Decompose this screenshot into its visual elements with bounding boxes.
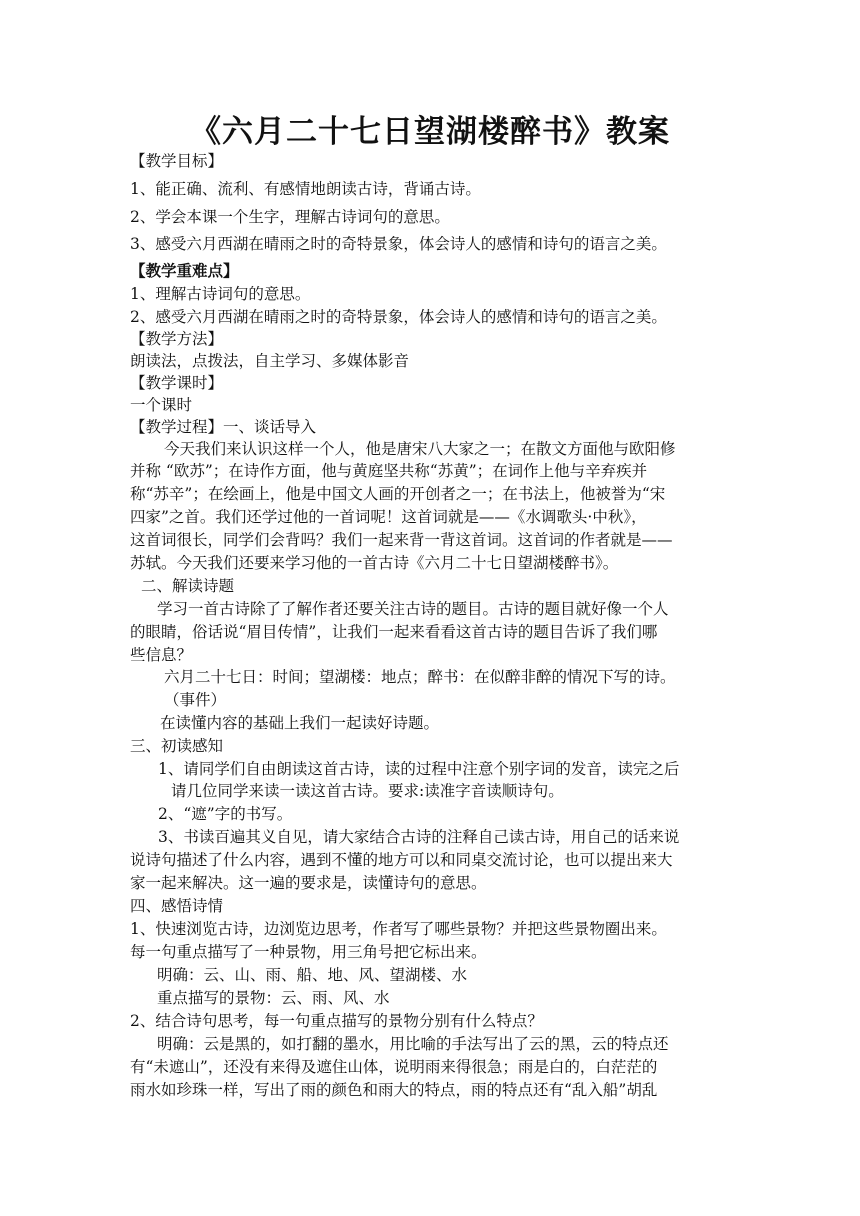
text-line: 有“未遮山”，还没有来得及遮住山体，说明雨来得很急；雨是白的，白茫茫的 <box>130 1058 658 1076</box>
section-heading-process: 【教学过程】一、谈话导入 <box>130 418 317 436</box>
text-line: 并称 “欧苏”；在诗作方面，他与黄庭坚共称“苏黄”；在词作上他与辛弃疾并 <box>130 462 648 480</box>
text-line: 2、感受六月西湖在晴雨之时的奇特景象，体会诗人的感情和诗句的语言之美。 <box>130 308 667 326</box>
text-line: 的眼睛，俗话说“眉目传情”，让我们一起来看看这首古诗的题目告诉了我们哪 <box>130 623 658 641</box>
text-line: 明确：云、山、雨、船、地、风、望湖楼、水 <box>157 966 468 984</box>
subsection-heading: 三、初读感知 <box>130 737 224 755</box>
text-line: 雨水如珍珠一样，写出了雨的颜色和雨大的特点，雨的特点还有“乱入船”胡乱 <box>130 1081 658 1099</box>
text-line: 称“苏辛”；在绘画上，他是中国文人画的开创者之一；在书法上，他被誉为“宋 <box>130 485 666 503</box>
text-line: 学习一首古诗除了了解作者还要关注古诗的题目。古诗的题目就好像一个人 <box>157 600 669 618</box>
text-line: 六月二十七日：时间；望湖楼：地点；醉书：在似醉非醉的情况下写的诗。 <box>164 668 676 686</box>
text-line: 请几位同学来读一读这首古诗。要求:读准字音读顺诗句。 <box>171 782 564 800</box>
text-line: 1、理解古诗词句的意思。 <box>130 285 311 303</box>
section-heading-key-points: 【教学重难点】 <box>130 261 239 280</box>
text-line: 四家”之首。我们还学过他的一首词呢！这首词就是——《水调歌头·中秋》， <box>130 508 647 526</box>
text-line: 2、“遮”字的书写。 <box>158 805 293 823</box>
text-line: 今天我们来认识这样一个人，他是唐宋八大家之一；在散文方面他与欧阳修 <box>164 440 676 458</box>
document-title: 《六月二十七日望湖楼醉书》教案 <box>190 114 670 150</box>
subsection-heading: 二、解读诗题 <box>141 577 235 595</box>
text-line: （事件） <box>164 691 227 709</box>
text-line: 3、书读百遍其义自见，请大家结合古诗的注释自己读古诗，用自己的话来说 <box>158 828 680 846</box>
text-line: 这首词很长，同学们会背吗？我们一起来背一背这首词。这首词的作者就是—— <box>130 531 673 549</box>
text-line: 家一起来解决。这一遍的要求是，读懂诗句的意思。 <box>130 874 487 892</box>
text-line: 明确：云是黑的，如打翻的墨水，用比喻的手法写出了云的黑，云的特点还 <box>157 1035 669 1053</box>
text-line: 2、学会本课一个生字，理解古诗词句的意思。 <box>130 208 450 226</box>
text-line: 重点描写的景物：云、雨、风、水 <box>157 989 390 1007</box>
subsection-heading: 四、感悟诗情 <box>130 897 224 915</box>
text-line: 在读懂内容的基础上我们一起读好诗题。 <box>160 714 440 732</box>
section-heading-methods: 【教学方法】 <box>130 330 224 348</box>
text-line: 1、能正确、流利、有感情地朗读古诗，背诵古诗。 <box>130 180 481 198</box>
text-line: 3、感受六月西湖在晴雨之时的奇特景象，体会诗人的感情和诗句的语言之美。 <box>130 235 667 253</box>
text-line: 说诗句描述了什么内容，遇到不懂的地方可以和同桌交流讨论，也可以提出来大 <box>130 851 673 869</box>
section-heading-objectives: 【教学目标】 <box>130 152 224 170</box>
text-line: 一个课时 <box>130 396 193 414</box>
section-heading-periods: 【教学课时】 <box>130 374 224 392</box>
text-line: 每一句重点描写了一种景物，用三角号把它标出来。 <box>130 943 487 961</box>
text-line: 苏轼。今天我们还要来学习他的一首古诗《六月二十七日望湖楼醉书》。 <box>130 554 619 572</box>
text-line: 2、结合诗句思考，每一句重点描写的景物分别有什么特点？ <box>130 1012 543 1030</box>
text-line: 朗读法，点拨法，自主学习、多媒体影音 <box>130 352 410 370</box>
text-line: 些信息？ <box>130 646 193 664</box>
text-line: 1、快速浏览古诗，边浏览边思考，作者写了哪些景物？并把这些景物圈出来。 <box>130 920 667 938</box>
text-line: 1、请同学们自由朗读这首古诗，读的过程中注意个别字词的发音，读完之后 <box>158 760 680 778</box>
